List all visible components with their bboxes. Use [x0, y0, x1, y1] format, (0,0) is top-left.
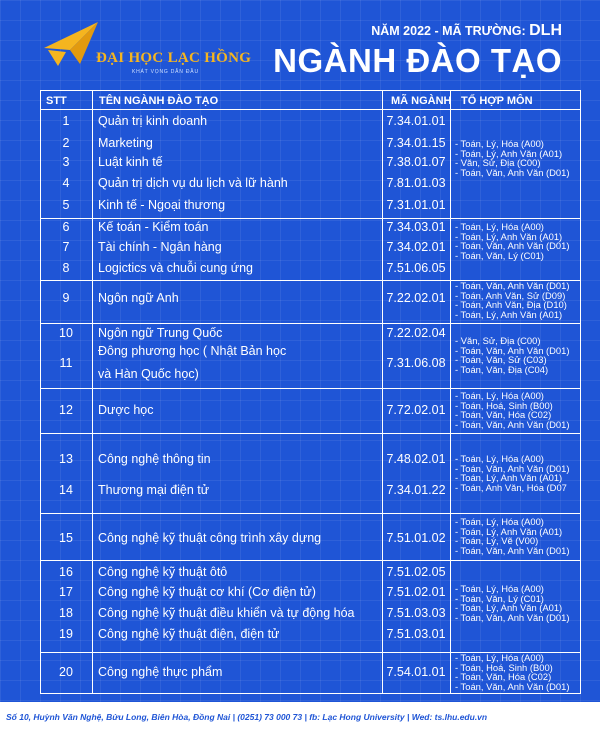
major-name: Công nghệ kỹ thuật điều khiển và tự động hóa	[98, 606, 355, 620]
subject-combination: - Toán, Lý, Hóa (A00)	[455, 138, 544, 149]
combo-header: TỔ HỢP MÔN	[461, 95, 533, 107]
row-number: 3	[62, 155, 70, 169]
subject-combinations	[455, 281, 569, 319]
subject-combination: - Toán, Văn, Anh Văn (D01)	[455, 280, 570, 291]
major-code: 7.51.03.01	[386, 627, 446, 641]
major-name: Quản trị dịch vụ du lịch và lữ hành	[98, 176, 288, 190]
subject-combinations	[455, 391, 569, 429]
subject-combinations	[455, 653, 569, 691]
subject-combination: - Toán, Văn, Anh Văn (D01)	[455, 418, 570, 430]
row-divider	[41, 433, 580, 434]
subject-combination: - Văn, Sử, Địa (C00)	[455, 157, 541, 169]
subject-combination: - Toán, Lý, Hóa (A00)	[455, 583, 544, 594]
subject-combinations	[455, 454, 569, 492]
subject-combination: - Toán, Văn, Anh Văn (D01)	[455, 680, 570, 692]
subject-combination: - Toán, Văn, Địa (C04)	[455, 363, 549, 375]
row-divider	[41, 513, 580, 514]
subject-combinations	[455, 139, 569, 177]
row-number: 20	[59, 665, 73, 679]
row-number: 9	[62, 291, 70, 305]
subject-combinations	[455, 222, 569, 260]
row-number: 19	[59, 627, 73, 641]
row-divider	[41, 323, 580, 324]
major-name: Marketing	[98, 136, 153, 150]
major-name: Công nghệ kỹ thuật cơ khí (Cơ điện tử)	[98, 585, 316, 599]
major-code: 7.48.02.01	[386, 452, 446, 466]
major-code: 7.34.02.01	[386, 240, 446, 254]
row-divider	[41, 109, 580, 110]
major-code: 7.72.02.01	[386, 403, 446, 417]
major-name: Công nghệ thông tin	[98, 452, 211, 466]
subject-combination: - Toán, Văn, Anh Văn (D01)	[455, 166, 570, 178]
row-number: 5	[62, 198, 70, 212]
major-code: 7.51.03.03	[386, 606, 446, 620]
row-number: 11	[59, 356, 73, 370]
subject-combination: - Toán, Lý, Anh Văn (A01)	[455, 308, 563, 320]
row-divider	[41, 218, 580, 219]
major-code: 7.38.01.07	[386, 155, 446, 169]
major-code: 7.51.06.05	[386, 261, 446, 275]
major-code: 7.22.02.04	[386, 326, 446, 340]
subject-combination: - Toán, Lý, Anh Văn (A01)	[455, 147, 563, 159]
major-name: Công nghệ kỹ thuật công trình xây dựng	[98, 531, 322, 545]
major-code: 7.51.02.01	[386, 585, 446, 599]
row-number: 13	[59, 452, 73, 466]
subject-combination: - Toán, Hoá, Sinh (B00)	[455, 399, 553, 411]
plane-logo-icon	[40, 20, 100, 70]
row-number: 6	[62, 220, 70, 234]
subject-combinations	[455, 517, 569, 555]
major-name-continued: và Hàn Quốc học)	[98, 367, 199, 381]
subject-combination: - Toán, Văn, Anh Văn (D01)	[455, 240, 570, 252]
row-number: 17	[59, 585, 73, 599]
row-number: 10	[59, 326, 73, 340]
name-header: TÊN NGÀNH ĐÀO TẠO	[99, 95, 219, 107]
row-number: 18	[59, 606, 73, 620]
major-name: Công nghệ thực phẩm	[98, 665, 223, 679]
major-code: 7.34.01.15	[386, 136, 446, 150]
logo-slogan: KHÁT VỌNG DẪN ĐẦU	[132, 69, 199, 75]
page-title: NGÀNH ĐÀO TẠO	[273, 42, 562, 79]
subject-combination: - Toán, Lý, Anh Văn (A01)	[455, 525, 563, 537]
subject-combination: - Toán, Văn, Anh Văn (D01)	[455, 344, 570, 356]
row-number: 16	[59, 565, 73, 579]
subject-combinations	[455, 336, 569, 374]
major-name: Thương mại điện tử	[98, 483, 210, 497]
major-name: Luật kinh tế	[98, 155, 163, 169]
subject-combination: - Toán, Văn, Lý (C01)	[455, 592, 544, 604]
row-number: 15	[59, 531, 73, 545]
row-number: 4	[62, 176, 70, 190]
subject-combination: - Toán, Văn, Sử (C03)	[455, 354, 547, 366]
major-code: 7.34.01.01	[386, 114, 446, 128]
subject-combination: - Toán, Văn, Hóa (C02)	[455, 409, 552, 421]
major-name: Ngôn ngữ Anh	[98, 291, 179, 305]
majors-table	[40, 90, 581, 694]
row-number: 14	[59, 483, 73, 497]
major-name: Tài chính - Ngân hàng	[98, 240, 222, 254]
subject-combination: - Toán, Văn, Hóa (C02)	[455, 671, 552, 683]
major-code: 7.22.02.01	[386, 291, 446, 305]
column-divider	[92, 91, 93, 693]
row-divider	[41, 560, 580, 561]
major-code: 7.81.01.03	[386, 176, 446, 190]
subject-combination: - Toán, Lý, Hóa (A00)	[455, 453, 544, 464]
subject-combination: - Toán, Văn, Lý (C01)	[455, 249, 544, 261]
row-number: 2	[62, 136, 70, 150]
subject-combination: - Toán, Lý, Hóa (A00)	[455, 390, 544, 401]
major-name: Kinh tế - Ngoại thương	[98, 198, 226, 212]
row-divider	[41, 388, 580, 389]
subject-combination: - Toán, Lý, Hóa (A00)	[455, 516, 544, 527]
stt-header: STT	[46, 95, 67, 107]
subject-combination: - Toán, Lý, Hóa (A00)	[455, 221, 544, 232]
major-code: 7.51.01.02	[386, 531, 446, 545]
subject-combination: - Toán, Lý, Anh Văn (A01)	[455, 230, 563, 242]
university-logo	[40, 20, 270, 80]
subject-combination: - Văn, Sử, Địa (C00)	[455, 335, 541, 346]
year-label: NĂM 2022 - MÃ TRƯỜNG:	[371, 24, 526, 38]
major-name: Ngôn ngữ Trung Quốc	[98, 326, 223, 340]
major-name: Kế toán - Kiểm toán	[98, 220, 209, 234]
major-name: Công nghệ kỹ thuật điện, điện tử	[98, 627, 280, 641]
subject-combinations	[455, 584, 569, 622]
major-name: Đông phương học ( Nhật Bản học	[98, 344, 287, 358]
code-header: MÃ NGÀNH	[391, 95, 452, 107]
row-number: 1	[62, 114, 70, 128]
subject-combination: - Toán, Anh Văn, Sử (D09)	[455, 289, 566, 301]
major-code: 7.51.02.05	[386, 565, 446, 579]
school-code: DLH	[529, 22, 562, 39]
subject-combination: - Toán, Văn, Anh Văn (D01)	[455, 462, 570, 474]
subject-combination: - Toán, Văn, Anh Văn (D01)	[455, 611, 570, 623]
major-code: 7.34.03.01	[386, 220, 446, 234]
major-code: 7.31.06.08	[386, 356, 446, 370]
major-name: Công nghệ kỹ thuật ôtô	[98, 565, 228, 579]
row-number: 7	[62, 240, 70, 254]
logo-name: ĐẠI HỌC LẠC HỒNG	[96, 50, 252, 66]
row-number: 12	[59, 403, 73, 417]
subject-combination: - Toán, Lý, Hóa (A00)	[455, 652, 544, 663]
subject-combination: - Toán, Anh Văn, Hóa (D07	[455, 481, 567, 493]
subject-combination: - Toán, Lý, Anh Văn (A01)	[455, 602, 563, 614]
major-code: 7.34.01.22	[386, 483, 446, 497]
major-name: Logictics và chuỗi cung ứng	[98, 261, 253, 275]
major-code: 7.54.01.01	[386, 665, 446, 679]
major-name: Quản trị kinh doanh	[98, 114, 208, 128]
subject-combination: - Toán, Anh Văn, Địa (D10)	[455, 299, 567, 311]
major-name: Dược học	[98, 403, 154, 417]
subject-combination: - Toán, Hoá, Sinh (B00)	[455, 661, 553, 673]
subject-combination: - Toán, Lý, Vẽ (V00)	[455, 535, 539, 547]
subject-combination: - Toán, Lý, Anh Văn (A01)	[455, 472, 563, 484]
subject-combination: - Toán, Văn, Anh Văn (D01)	[455, 544, 570, 556]
year-school-code	[371, 22, 562, 40]
row-number: 8	[62, 261, 70, 275]
footer-contact: Số 10, Huỳnh Văn Nghệ, Bửu Long, Biên Hòa, Đồng Nai | (0251) 73 000 73 | fb: Lạc Hong University | Wed: ts.lhu.edu.vn	[6, 712, 488, 722]
major-code: 7.31.01.01	[386, 198, 446, 212]
